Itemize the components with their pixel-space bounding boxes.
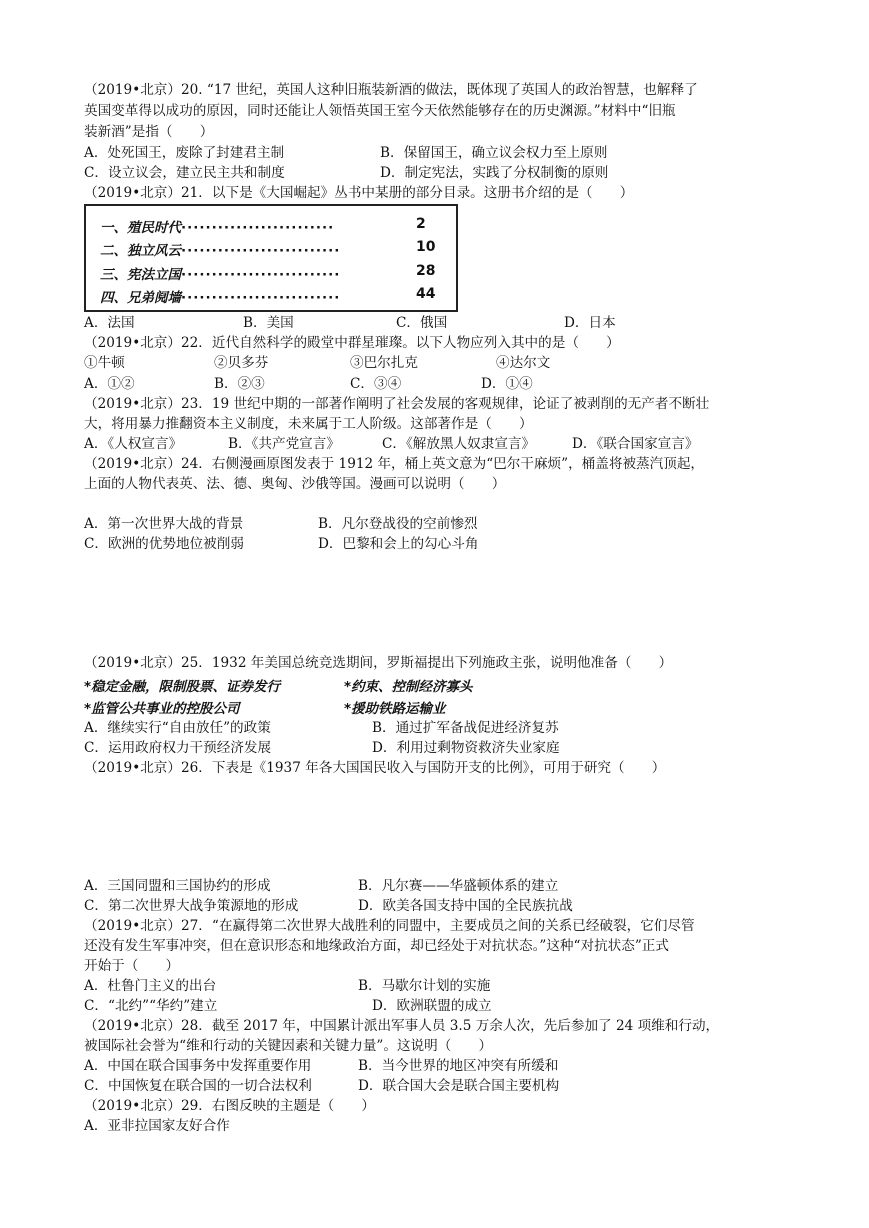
toc-entry-page: 44 bbox=[416, 286, 436, 302]
q25-option-c: C．运用政府权力干预经济发展 bbox=[84, 740, 272, 756]
q20-option-b: B．保留国王，确立议会权力至上原则 bbox=[380, 145, 608, 161]
toc-entry-title: 二、独立风云 bbox=[100, 243, 181, 259]
q22-option-d: D．①④ bbox=[481, 376, 533, 392]
q28-option-c: C．中国恢复在联合国的一切合法权利 bbox=[84, 1078, 312, 1094]
q20-stem-line2: 英国变革得以成功的原因，同时还能让人领悟英国王室今天依然能够存在的历史渊源。”材料中“旧瓶 bbox=[84, 103, 676, 119]
q23-stem-line2: 大，将用暴力推翻资本主义制度，未来属于工人阶级。这部著作是（ ） bbox=[84, 416, 533, 432]
q22-item-1: ①牛顿 bbox=[84, 355, 125, 371]
q26-option-d: D．欧美各国支持中国的全民族抗战 bbox=[358, 898, 573, 914]
toc-entry-title: 三、宪法立国 bbox=[100, 267, 181, 283]
toc-entry-page: 10 bbox=[416, 239, 436, 255]
q26-option-b: B．凡尔赛——华盛顿体系的建立 bbox=[358, 878, 559, 894]
q28-stem-line2: 被国际社会誉为“维和行动的关键因素和关键力量”。这说明（ ） bbox=[84, 1038, 493, 1054]
table-of-contents-box bbox=[84, 204, 458, 312]
toc-entry-title: 四、兄弟阋墙 bbox=[100, 290, 181, 306]
q23-option-d: D．《联合国家宣言》 bbox=[572, 436, 699, 452]
toc-entry-dots: ·························· bbox=[181, 243, 341, 259]
q20-stem-line1: （2019•北京）20. “17 世纪，英国人这种旧瓶装新酒的做法，既体现了英国人的政治智慧，也解释了 bbox=[84, 82, 698, 98]
toc-entry-4 bbox=[100, 286, 340, 306]
q21-option-b: B．美国 bbox=[243, 315, 294, 331]
toc-entry-dots: ·························· bbox=[181, 267, 341, 283]
q25-measure-3: *监管公共事业的控股公司 bbox=[84, 701, 240, 717]
q20-stem-line3: 装新酒”是指（ ） bbox=[84, 124, 214, 140]
toc-entry-dots: ·························· bbox=[181, 290, 341, 306]
q25-measure-1: *稳定金融，限制股票、证券发行 bbox=[84, 679, 281, 695]
q27-option-c: C．“北约”“华约”建立 bbox=[84, 998, 218, 1014]
q23-option-b: B．《共产党宣言》 bbox=[228, 436, 340, 452]
q29-stem-line1: （2019•北京）29．右图反映的主题是（ ） bbox=[84, 1098, 376, 1114]
q20-option-d: D．制定宪法，实践了分权制衡的原则 bbox=[380, 165, 609, 181]
q25-option-b: B．通过扩军备战促进经济复苏 bbox=[372, 720, 559, 736]
q27-option-a: A．杜鲁门主义的出台 bbox=[84, 978, 217, 994]
q27-option-b: B．马歇尔计划的实施 bbox=[358, 978, 491, 994]
q24-option-c: C．欧洲的优势地位被削弱 bbox=[84, 536, 244, 552]
q25-measure-4: *援助铁路运输业 bbox=[344, 701, 446, 717]
toc-entry-1 bbox=[100, 216, 334, 236]
q24-option-d: D．巴黎和会上的勾心斗角 bbox=[318, 536, 479, 552]
q21-option-d: D．日本 bbox=[564, 315, 616, 331]
toc-entry-dots: ························· bbox=[181, 220, 335, 236]
q26-option-c: C．第二次世界大战争策源地的形成 bbox=[84, 898, 299, 914]
q23-option-c: C．《解放黑人奴隶宣言》 bbox=[382, 436, 536, 452]
q28-option-a: A．中国在联合国事务中发挥重要作用 bbox=[84, 1058, 312, 1074]
q24-option-a: A．第一次世界大战的背景 bbox=[84, 516, 244, 532]
toc-entry-2 bbox=[100, 239, 340, 259]
q22-stem-line1: （2019•北京）22．近代自然科学的殿堂中群星璀璨。以下人物应列入其中的是（ ） bbox=[84, 335, 620, 351]
q22-option-c: C．③④ bbox=[350, 376, 402, 392]
q28-option-d: D．联合国大会是联合国主要机构 bbox=[358, 1078, 560, 1094]
q20-option-c: C．设立议会，建立民主共和制度 bbox=[84, 165, 285, 181]
q22-option-b: B．②③ bbox=[214, 376, 265, 392]
q25-option-a: A．继续实行“自由放任”的政策 bbox=[84, 720, 271, 736]
q23-option-a: A．《人权宣言》 bbox=[84, 436, 183, 452]
toc-entry-page: 2 bbox=[416, 216, 426, 232]
q25-option-d: D．利用过剩物资救济失业家庭 bbox=[372, 740, 560, 756]
q25-stem-line1: （2019•北京）25．1932 年美国总统竞选期间，罗斯福提出下列施政主张，说明他准备（ ） bbox=[84, 655, 673, 671]
q24-stem-line1: （2019•北京）24．右侧漫画原图发表于 1912 年，桶上英文意为“巴尔干麻烦”，桶盖将被蒸汽顶起， bbox=[84, 456, 705, 472]
q21-stem-line1: （2019•北京）21．以下是《大国崛起》丛书中某册的部分目录。这册书介绍的是（ ） bbox=[84, 185, 634, 201]
q22-option-a: A．①② bbox=[84, 376, 135, 392]
q27-option-d: D．欧洲联盟的成立 bbox=[372, 998, 492, 1014]
q22-item-2: ②贝多芬 bbox=[214, 355, 269, 371]
q29-option-a: A．亚非拉国家友好合作 bbox=[84, 1118, 230, 1134]
q21-option-c: C．俄国 bbox=[396, 315, 448, 331]
q26-stem-line1: （2019•北京）26．下表是《1937 年各大国国民收入与国防开支的比例》，可用于研究（ ） bbox=[84, 760, 666, 776]
q22-item-4: ④达尔文 bbox=[496, 355, 551, 371]
toc-entry-page: 28 bbox=[416, 263, 436, 279]
q21-option-a: A．法国 bbox=[84, 315, 135, 331]
q24-stem-line2: 上面的人物代表英、法、德、奥匈、沙俄等国。漫画可以说明（ ） bbox=[84, 476, 506, 492]
q28-option-b: B．当今世界的地区冲突有所缓和 bbox=[358, 1058, 559, 1074]
q27-stem-line1: （2019•北京）27．“在赢得第二次世界大战胜利的同盟中，主要成员之间的关系已经破裂，它们尽管 bbox=[84, 918, 695, 934]
q26-option-a: A．三国同盟和三国协约的形成 bbox=[84, 878, 271, 894]
q20-option-a: A．处死国王，废除了封建君主制 bbox=[84, 145, 285, 161]
q22-item-3: ③巴尔扎克 bbox=[350, 355, 418, 371]
q24-option-b: B．凡尔登战役的空前惨烈 bbox=[318, 516, 478, 532]
q27-stem-line3: 开始于（ ） bbox=[84, 958, 180, 974]
q28-stem-line1: （2019•北京）28．截至 2017 年，中国累计派出军事人员 3.5 万余人次，先后参加了 24 项维和行动， bbox=[84, 1018, 720, 1034]
q25-measure-2: *约束、控制经济寡头 bbox=[344, 679, 473, 695]
q23-stem-line1: （2019•北京）23．19 世纪中期的一部著作阐明了社会发展的客观规律，论证了被剥削的无产者不断壮 bbox=[84, 396, 710, 412]
toc-entry-title: 一、殖民时代 bbox=[100, 220, 181, 236]
toc-entry-3 bbox=[100, 263, 340, 283]
q27-stem-line2: 还没有发生军事冲突，但在意识形态和地缘政治方面，却已经处于对抗状态。”这种“对抗状态”正式 bbox=[84, 938, 669, 954]
